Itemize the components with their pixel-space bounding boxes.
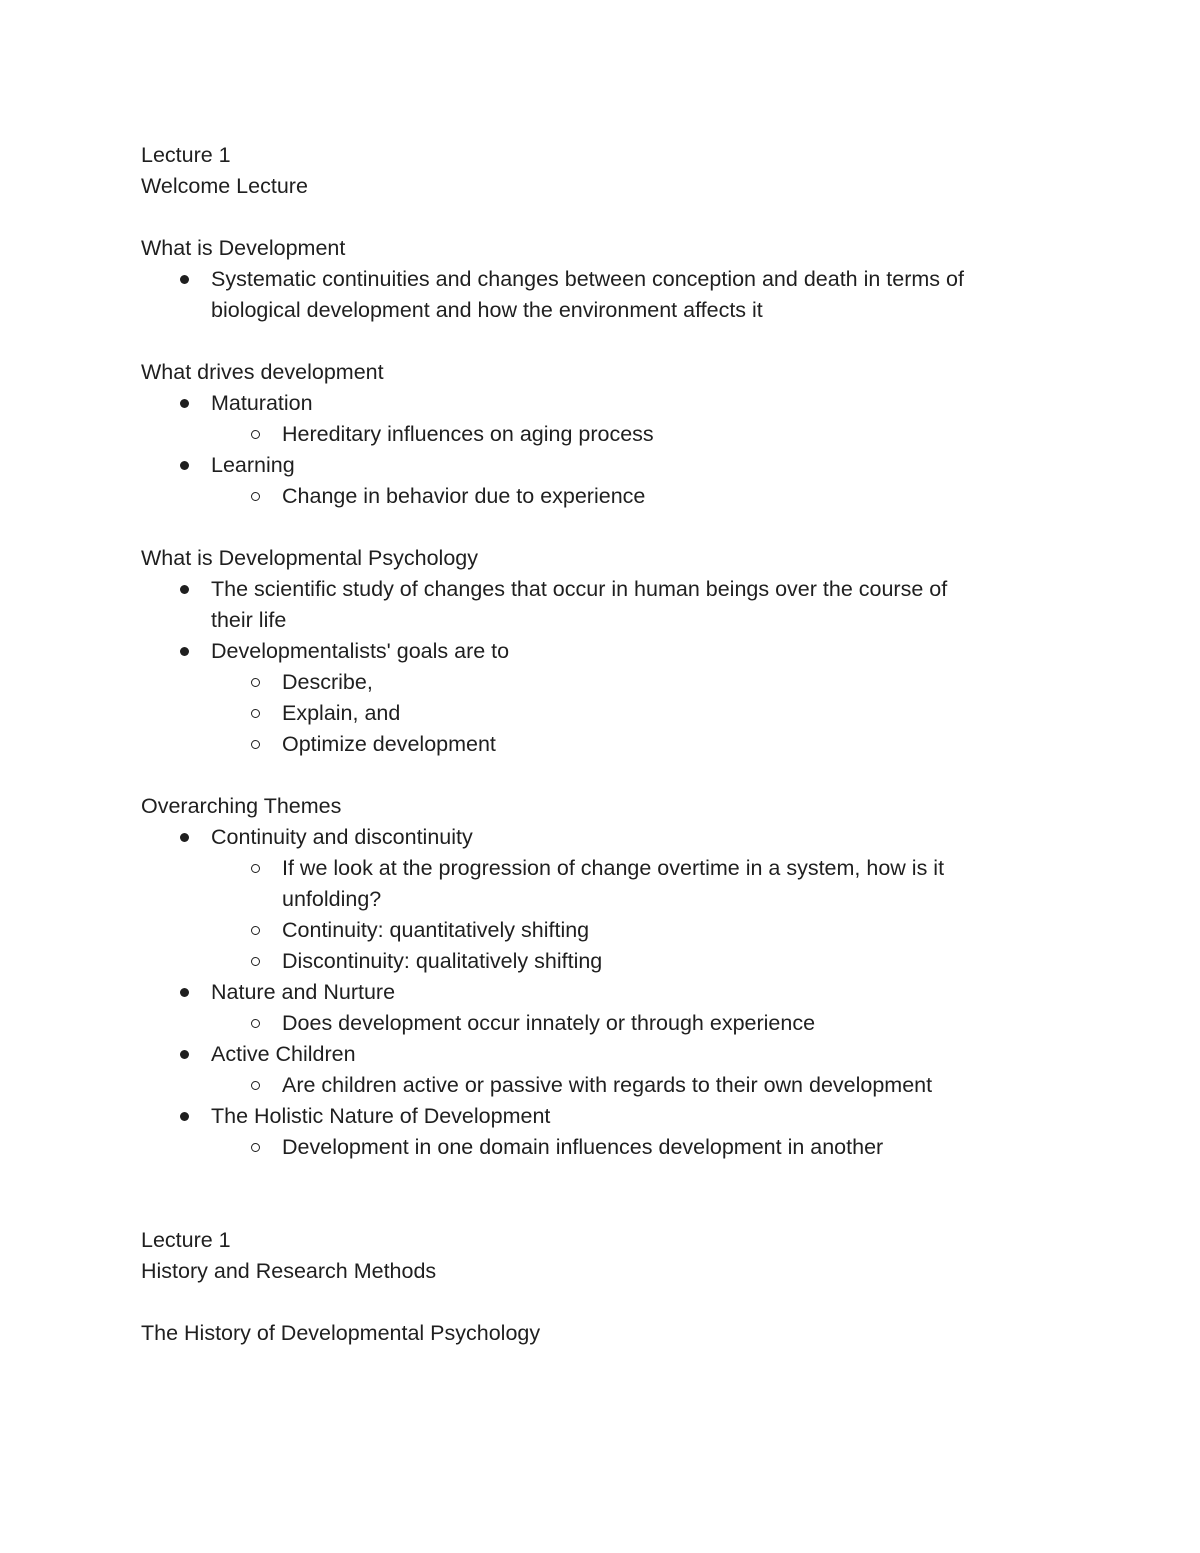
section-heading-what-is-development: What is Development [141,236,346,260]
sub-list-item-text: Optimize development [282,732,496,756]
hollow-bullet-icon [251,740,260,749]
hollow-bullet-icon [251,678,260,687]
bullet-icon [180,1112,189,1121]
bullet-icon [180,275,189,284]
document-page [141,140,1061,1349]
sub-list-item-text: Development in one domain influences development in another [282,1135,884,1159]
section-heading-history: The History of Developmental Psychology [141,1321,541,1345]
bullet-icon [180,461,189,470]
list-item [141,388,1061,419]
sub-list-item-text: If we look at the progression of change overtime in a system, how is it [282,856,945,880]
lecture-title: History and Research Methods [141,1259,437,1283]
hollow-bullet-icon [251,926,260,935]
sub-list-item-text: Describe, [282,670,373,694]
list-item [141,822,1061,853]
sub-list-item-continuation [141,884,1061,915]
sub-list-item [141,481,1061,512]
sub-list-item [141,1070,1061,1101]
list-item [141,574,1061,605]
sub-list-item-text: Hereditary influences on aging process [282,422,654,446]
bullet-icon [180,647,189,656]
spacer [141,1163,1061,1225]
sub-list-item [141,667,1061,698]
section-heading-developmental-psychology: What is Developmental Psychology [141,546,478,570]
list-item [141,264,1061,295]
list-item-text: Nature and Nurture [211,980,396,1004]
list-item-text: Active Children [211,1042,356,1066]
sub-list-item [141,419,1061,450]
list-item-text: Developmentalists' goals are to [211,639,510,663]
section-heading-what-drives-development: What drives development [141,360,384,384]
sub-list-item-text: Are children active or passive with regards to their own development [282,1073,933,1097]
hollow-bullet-icon [251,1081,260,1090]
sub-list-item [141,946,1061,977]
list-item [141,1101,1061,1132]
list-item [141,450,1061,481]
list-item [141,1039,1061,1070]
sub-list-item [141,1008,1061,1039]
sub-list-item-text: Change in behavior due to experience [282,484,646,508]
list-item-text: Maturation [211,391,313,415]
spacer [141,202,1061,233]
hollow-bullet-icon [251,492,260,501]
list-item-text: Continuity and discontinuity [211,825,473,849]
bullet-icon [180,833,189,842]
bullet-icon [180,585,189,594]
section-heading-overarching-themes: Overarching Themes [141,794,342,818]
sub-list-item-text: Continuity: quantitatively shifting [282,918,590,942]
list-item [141,636,1061,667]
list-item-continuation [141,605,1061,636]
sub-list-item [141,915,1061,946]
sub-list-item-text: Discontinuity: qualitatively shifting [282,949,603,973]
list-item-text: Systematic continuities and changes between conception and death in terms of [211,267,964,291]
sub-list-item-text: unfolding? [282,887,382,911]
list-item-text: biological development and how the environment affects it [211,298,763,322]
hollow-bullet-icon [251,1019,260,1028]
list-item-continuation [141,295,1061,326]
sub-list-item-text: Explain, and [282,701,401,725]
sub-list-item-text: Does development occur innately or through experience [282,1011,816,1035]
hollow-bullet-icon [251,864,260,873]
hollow-bullet-icon [251,957,260,966]
lecture-number: Lecture 1 [141,143,231,167]
lecture-number: Lecture 1 [141,1228,231,1252]
bullet-icon [180,399,189,408]
spacer [141,512,1061,543]
bullet-icon [180,988,189,997]
hollow-bullet-icon [251,709,260,718]
sub-list-item [141,1132,1061,1163]
spacer [141,760,1061,791]
spacer [141,326,1061,357]
spacer [141,1287,1061,1318]
list-item-text: The scientific study of changes that occur in human beings over the course of [211,577,948,601]
list-item-text: their life [211,608,287,632]
lecture-title: Welcome Lecture [141,174,308,198]
bullet-icon [180,1050,189,1059]
hollow-bullet-icon [251,430,260,439]
sub-list-item [141,853,1061,884]
list-item [141,977,1061,1008]
hollow-bullet-icon [251,1143,260,1152]
sub-list-item [141,729,1061,760]
list-item-text: The Holistic Nature of Development [211,1104,551,1128]
list-item-text: Learning [211,453,295,477]
sub-list-item [141,698,1061,729]
